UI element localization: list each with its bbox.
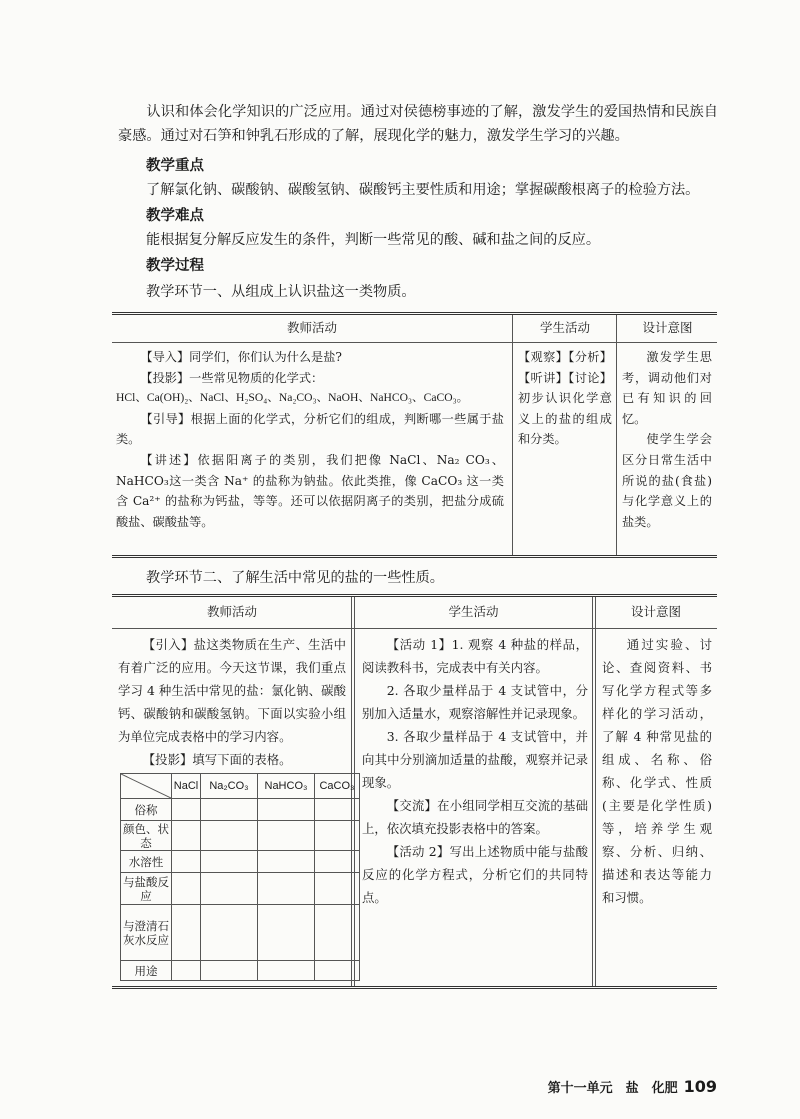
grid-row-header: 用途 [121, 961, 172, 981]
column-divider [592, 597, 593, 986]
col-header-student: 学生活动 [539, 320, 590, 335]
teacher-line: 【导入】同学们，你们认为什么是盐? [140, 350, 342, 364]
grid-row-header: 颜色、状态 [121, 821, 172, 851]
activity-table-1 [112, 312, 717, 558]
column-divider [616, 315, 617, 555]
heading-difficult-points: 教学难点 [146, 208, 204, 224]
page-number: 109 [683, 1077, 717, 1096]
col-header-student: 学生活动 [448, 604, 499, 619]
formula-line: HCl、Ca(OH)₂、NaCl、H₂SO₄、Na₂CO₃、NaOH、NaHCO₃、CaCO₃。 [116, 391, 469, 405]
student-line: 3. 各取少量样品于 4 支试管中，并向其中分别滴加适量的盐酸，观察并记录现象。 [362, 729, 588, 790]
col-header-intent: 设计意图 [630, 604, 681, 619]
heading-key-points: 教学重点 [146, 158, 204, 174]
properties-grid [120, 773, 360, 981]
heading-process: 教学过程 [146, 258, 204, 274]
segment-one-title: 教学环节一、从组成上认识盐这一类物质。 [146, 284, 416, 300]
student-activity-cell: 【观察】【分析】【听讲】【讨论】初步认识化学意义上的盐的组成和分类。 [518, 350, 612, 447]
student-line: 2. 各取少量样品于 4 支试管中，分别加入适量水，观察溶解性并记录现象。 [362, 683, 588, 721]
col-header-teacher: 教师活动 [206, 604, 257, 619]
intro-paragraph: 认识和体会化学知识的广泛应用。通过对侯德榜事迹的了解，激发学生的爱国热情和民族自豪感。通过对石笋和钟乳石形成的了解，展现化学的魅力，激发学生学习的兴趣。 [118, 104, 718, 144]
header-rule [112, 342, 717, 343]
student-line: 【活动 1】1. 观察 4 种盐的样品，阅读教科书，完成表中有关内容。 [362, 637, 588, 675]
teacher-line: 【投影】填写下面的表格。 [142, 752, 292, 767]
col-header-intent: 设计意图 [642, 320, 693, 335]
col-header-teacher: 教师活动 [286, 320, 337, 335]
diagonal-line-icon [121, 774, 171, 798]
activity-table-2 [112, 594, 717, 989]
teacher-line: 【投影】一些常见物质的化学式： [140, 370, 324, 385]
grid-row-header: 水溶性 [121, 851, 172, 873]
grid-col-header: Na₂CO₃ [201, 774, 258, 799]
header-rule [112, 628, 717, 629]
column-divider [595, 597, 596, 986]
student-activity-cell [362, 633, 588, 909]
grid-row-header: 与盐酸反应 [121, 873, 172, 905]
page-footer [548, 1077, 717, 1096]
teacher-line: 【引导】根据上面的化学式，分析它们的组成，判断哪一些属于盐类。 [116, 411, 504, 447]
grid-col-header: NaCl [172, 774, 201, 799]
grid-col-header: NaHCO₃ [258, 774, 315, 799]
grid-col-header: CaCO₃ [315, 774, 360, 799]
design-intent-cell [622, 347, 712, 532]
unit-title: 第十一单元 盐 化肥 [547, 1081, 678, 1096]
student-line: 【交流】在小组同学相互交流的基础上，依次填充投影表格中的答案。 [362, 798, 588, 836]
design-intent-cell: 通过实验、讨论、查阅资料、书写化学方程式等多样化的学习活动，了解 4 种常见盐的组成、名称、俗称、化学式、性质(主要是化学性质)等，培养学生观察、分析、归纳、描述和表达等能力和习惯。 [602, 637, 712, 905]
intent-line: 使学生学会区分日常生活中所说的盐(食盐)与化学意义上的盐类。 [622, 432, 712, 529]
teacher-line: 【讲述】依据阳离子的类别，我们把像 NaCl、Na₂ CO₃、NaHCO₃这一类含 Na⁺ 的盐称为钠盐。依此类推，像 CaCO₃ 这一类含 Ca²⁺ 的盐称为钙盐，等等。还可以依据阴离子的类别，把盐分成硫酸盐、碳酸盐等。 [116, 452, 504, 529]
key-points-text: 了解氯化钠、碳酸钠、碳酸氢钠、碳酸钙主要性质和用途；掌握碳酸根离子的检验方法。 [146, 182, 700, 198]
teacher-activity-cell [116, 347, 504, 532]
teacher-line: 【引入】盐这类物质在生产、生活中有着广泛的应用。今天这节课，我们重点学习 4 种生活中常见的盐：氯化钠、碳酸钙、碳酸钠和碳酸氢钠。下面以实验小组为单位完成表格中的学习内容。 [118, 637, 346, 744]
intent-line: 激发学生思考，调动他们对已有知识的回忆。 [622, 350, 712, 426]
column-divider [512, 315, 513, 555]
grid-row-header: 与澄清石灰水反应 [121, 905, 172, 961]
grid-corner-cell [121, 774, 172, 799]
student-line: 【活动 2】写出上述物质中能与盐酸反应的化学方程式，分析它们的共同特点。 [362, 844, 588, 905]
grid-row-header: 俗称 [121, 799, 172, 821]
difficult-points-text: 能根据复分解反应发生的条件，判断一些常见的酸、碱和盐之间的反应。 [146, 232, 601, 248]
teacher-activity-cell [118, 633, 346, 771]
segment-two-title: 教学环节二、了解生活中常见的盐的一些性质。 [146, 570, 444, 586]
